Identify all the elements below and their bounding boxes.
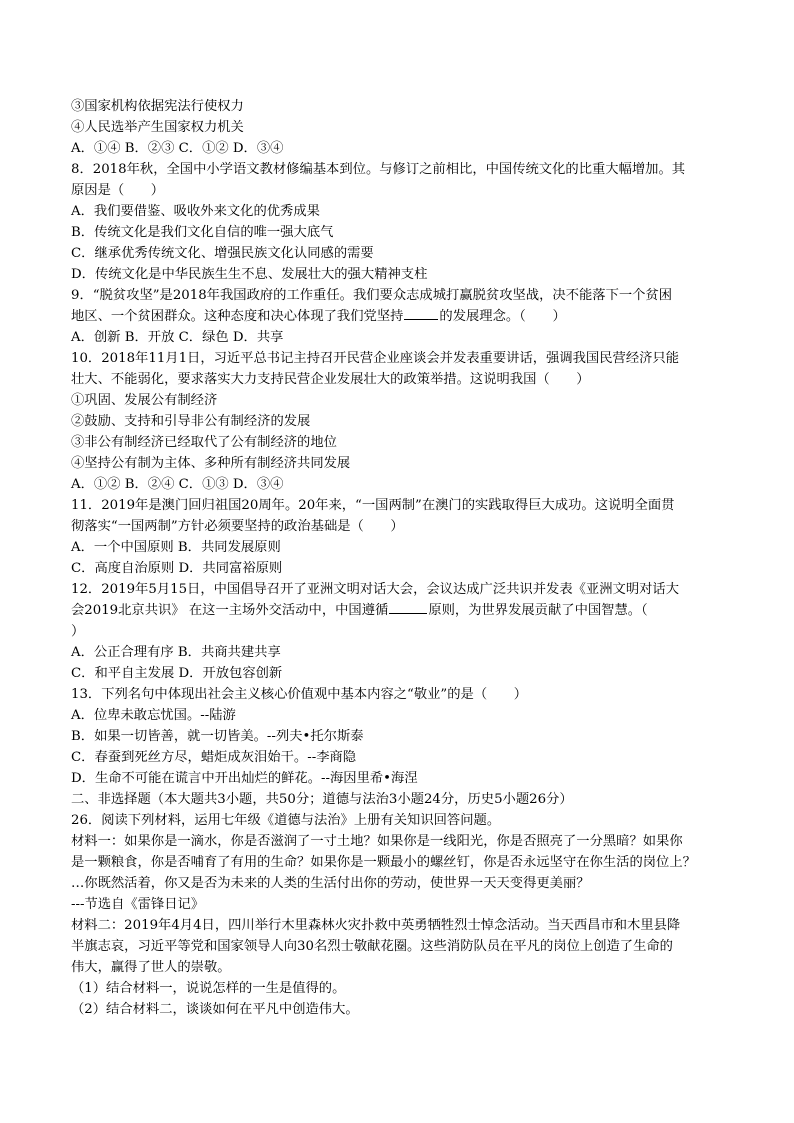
options-cd: C．和平自主发展 D．开放包容创新: [71, 666, 283, 681]
material-2-cont: 伟大，赢得了世人的崇敬。: [71, 960, 231, 975]
text-line: ③国家机构依据宪法行使权力: [71, 99, 244, 114]
question-12-stem-cont: [71, 600, 731, 621]
fill-blank: [404, 306, 438, 320]
text-line: ④人民选举产生国家权力机关: [71, 120, 244, 135]
question-8-stem-cont: 原因是（ ）: [71, 183, 165, 198]
text-segment: 地区、一个贫困群众。这种态度和决心体现了我们党坚持: [71, 309, 404, 324]
material-1-cont: …你既然活着，你又是否为未来的人类的生活付出你的劳动，使世界一天天变得更美丽？: [71, 876, 590, 891]
question-10-stem-cont: 壮大、不能弱化，要求落实大力支持民营企业发展壮大的政策举措。这说明我国（ ）: [71, 372, 590, 387]
sub-question-2: （2）结合材料二，谈谈如何在平凡中创造伟大。: [71, 1002, 359, 1017]
option-b: B．传统文化是我们文化自信的唯一强大底气: [71, 225, 334, 240]
options-cd: C．高度自治原则 D．共同富裕原则: [71, 561, 283, 576]
answer-options: A．①④ B．②③ C．①② D．③④: [71, 141, 284, 156]
question-12-stem-end: ）: [71, 624, 85, 639]
question-13-stem: 13．下列名句中体现出社会主义核心价值观中基本内容之“敬业”的是（ ）: [71, 687, 528, 702]
question-12-stem: 12．2019年5月15日，中国倡导召开了亚洲文明对话大会，会议达成广泛共识并发表《亚洲文明对话大: [71, 582, 680, 597]
section-heading: 二、非选择题（本大题共3小题，共50分；道德与法治3小题24分，历史5小题26分）: [71, 792, 573, 807]
option-b: B．如果一切皆善，就一切皆美。--列夫•托尔斯泰: [71, 729, 364, 744]
sub-question-1: （1）结合材料一，说说怎样的一生是值得的。: [71, 981, 346, 996]
material-2: 材料二：2019年4月4日，四川举行木里森林火灾扑救中英勇牺牲烈士悼念活动。当天西昌市和木里县降: [71, 918, 681, 933]
statement-3: ③非公有制经济已经取代了公有制经济的地位: [71, 435, 337, 450]
option-d: D．生命不可能在谎言中开出灿烂的鲜花。--海因里希•海涅: [71, 771, 418, 786]
material-1-cont: 是一颗粮食，你是否哺育了有用的生命？如果你是一颗最小的螺丝钉，你是否永远坚守在你生活的岗位上？: [71, 855, 696, 870]
options-ab: A．一个中国原则 B．共同发展原则: [71, 540, 281, 555]
question-10-stem: 10．2018年11月1日，习近平总书记主持召开民营企业座谈会并发表重要讲话，强调我国民营经济只能: [71, 351, 680, 366]
question-9-stem: 9．“脱贫攻坚”是2018年我国政府的工作重任。我们要众志成城打赢脱贫攻坚战，决不能落下一个贫困: [71, 288, 673, 303]
page-content: [71, 96, 731, 1020]
statement-4: ④坚持公有制为主体、多种所有制经济共同发展: [71, 456, 351, 471]
option-a: A．我们要借鉴、吸收外来文化的优秀成果: [71, 204, 320, 219]
option-c: C．春蚕到死丝方尽，蜡炬成灰泪始干。--李商隐: [71, 750, 357, 765]
statement-1: ①巩固、发展公有制经济: [71, 393, 218, 408]
question-11-stem-cont: 彻落实“一国两制”方针必须要坚持的政治基础是（ ）: [71, 519, 404, 534]
text-segment: 的发展理念。（ ）: [439, 309, 566, 324]
options-ab: A．公正合理有序 B．共商共建共享: [71, 645, 281, 660]
question-26-stem: 26．阅读下列材料，运用七年级《道德与法治》上册有关知识回答问题。: [71, 813, 501, 828]
option-d: D．传统文化是中华民族生生不息、发展壮大的强大精神支柱: [71, 267, 428, 282]
answer-options: A．①② B．②④ C．①③ D．③④: [71, 477, 284, 492]
statement-2: ②鼓励、支持和引导非公有制经济的发展: [71, 414, 311, 429]
option-c: C．继承优秀传统文化、增强民族文化认同感的需要: [71, 246, 374, 261]
material-1: 材料一：如果你是一滴水，你是否滋润了一寸土地？如果你是一线阳光，你是否照亮了一分黑暗？如果你: [71, 834, 683, 849]
option-a: A．位卑未敢忘忧国。--陆游: [71, 708, 236, 723]
text-segment: 会2019北京共识》 在这一主场外交活动中，中国遵循: [71, 603, 389, 618]
question-9-stem-cont: [71, 306, 731, 327]
material-1-source: ---节选自《雷锋日记》: [71, 897, 205, 912]
material-2-cont: 半旗志哀，习近平等党和国家领导人向30名烈士敬献花圈。这些消防队员在平凡的岗位上创造了生命的: [71, 939, 673, 954]
fill-blank: [389, 600, 427, 614]
answer-options: A．创新 B．开放 C．绿色 D．共享: [71, 330, 284, 345]
question-11-stem: 11．2019年是澳门回归祖国20周年。20年来，“一国两制”在澳门的实践取得巨大成功。这说明全面贯: [71, 498, 675, 513]
text-segment: 原则，为世界发展贡献了中国智慧。（: [428, 603, 648, 618]
question-8-stem: 8．2018年秋，全国中小学语文教材修编基本到位。与修订之前相比，中国传统文化的比重大幅增加。其: [71, 162, 686, 177]
